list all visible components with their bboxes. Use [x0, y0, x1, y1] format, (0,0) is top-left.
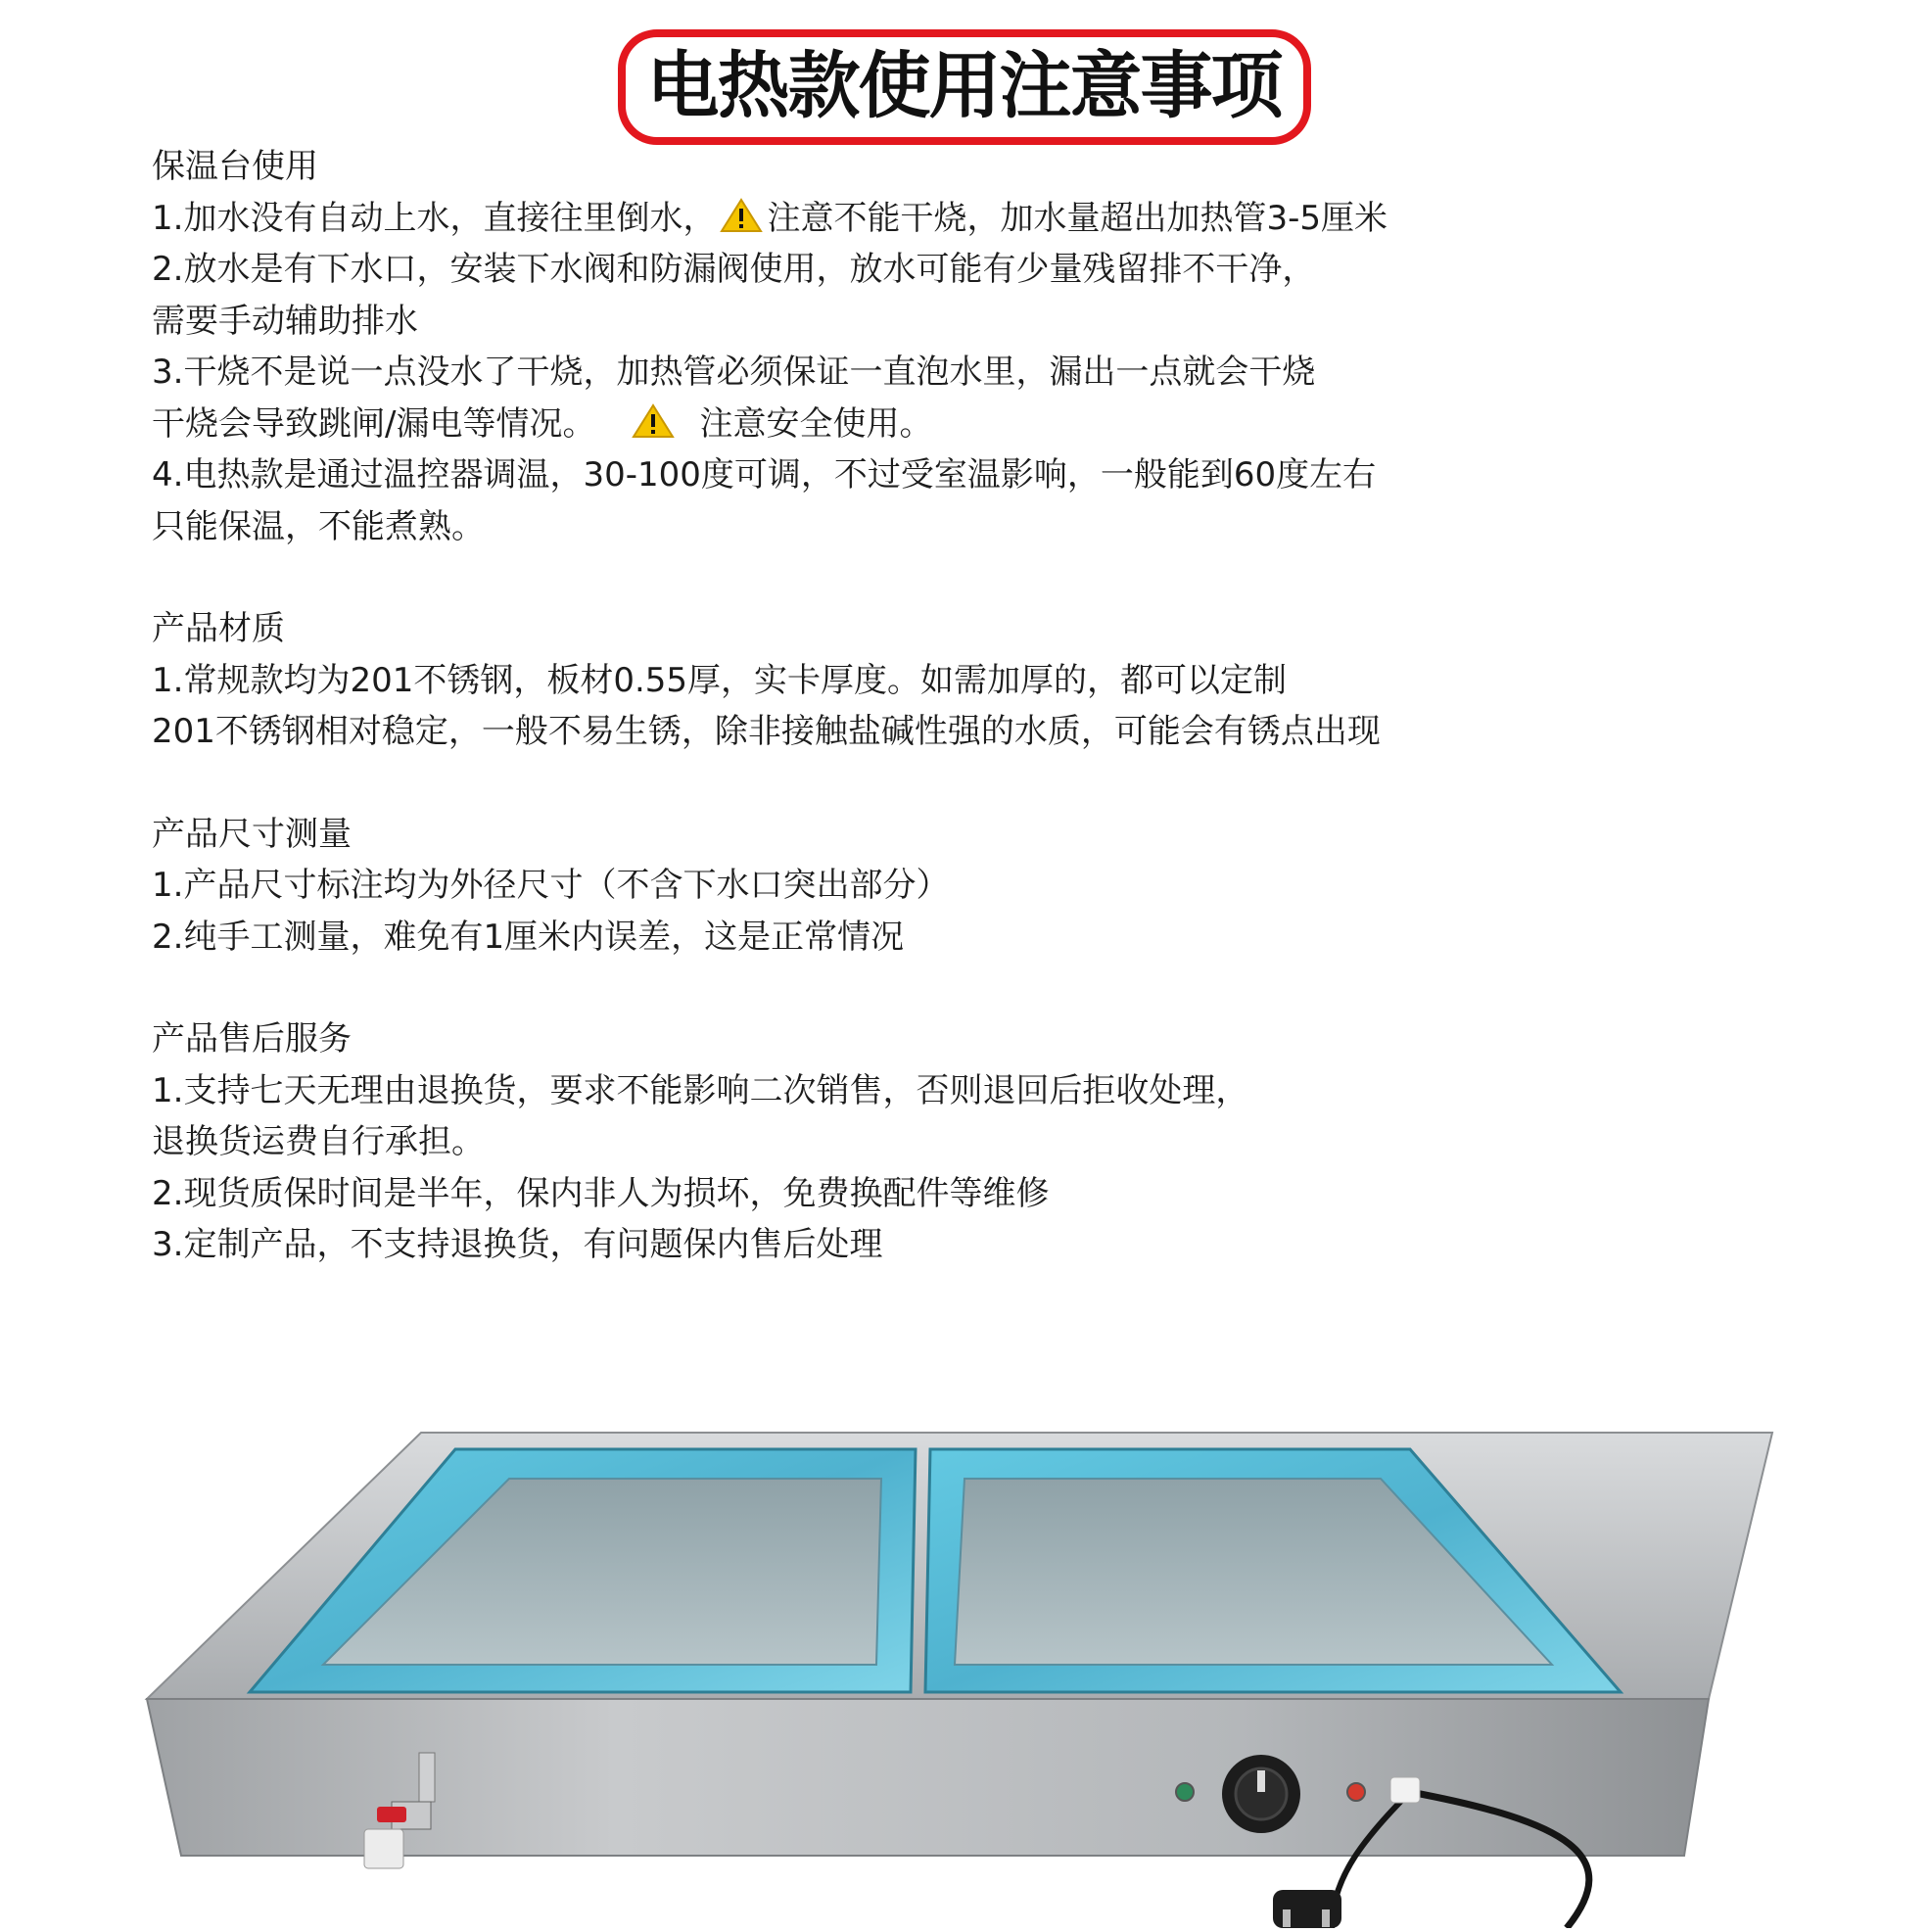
section-heading: 产品材质: [152, 609, 285, 648]
text-line: 1.常规款均为201不锈钢，板材0.55厚，实卡厚度。如需加厚的，都可以定制: [152, 660, 1288, 700]
text-line: [152, 193, 1875, 245]
text-line: 3.定制产品，不支持退换货，有问题保内售后处理: [152, 1225, 883, 1264]
section-material: [152, 603, 1875, 758]
text-line: 4.电热款是通过温控器调温，30-100度可调，不过受室温影响，一般能到60度左右: [152, 455, 1377, 495]
section-after-sales: [152, 1013, 1875, 1271]
text-line: 201不锈钢相对稳定，一般不易生锈，除非接触盐碱性强的水质，可能会有锈点出现: [152, 712, 1381, 751]
section-heading: 产品尺寸测量: [152, 814, 352, 854]
text-segment: 注意安全使用。: [699, 403, 933, 444]
text-segment: 注意不能干烧，加水量超出加热管3-5厘米: [767, 198, 1387, 238]
text-line: 1.产品尺寸标注均为外径尺寸（不含下水口突出部分）: [152, 866, 950, 905]
title-wrap: [0, 29, 1928, 145]
indicator-light-green: [1176, 1783, 1194, 1801]
text-line: 1.支持七天无理由退换货，要求不能影响二次销售，否则退回后拒收处理，: [152, 1070, 1249, 1110]
text-line: 退换货运费自行承担。: [152, 1122, 485, 1161]
text-line: 2.现货质保时间是半年，保内非人为损坏，免费换配件等维修: [152, 1173, 1050, 1213]
indicator-light-red: [1347, 1783, 1365, 1801]
text-segment: 1.加水没有自动上水，直接往里倒水，: [152, 198, 717, 238]
text-line: 需要手动辅助排水: [152, 301, 418, 341]
text-line: 2.纯手工测量，难免有1厘米内误差，这是正常情况: [152, 917, 905, 957]
text-line: 3.干烧不是说一点没水了干烧，加热管必须保证一直泡水里，漏出一点就会干烧: [152, 353, 1316, 392]
product-photo: [0, 1400, 1928, 1928]
warning-icon: [720, 198, 763, 233]
section-heading: 保温台使用: [152, 147, 318, 186]
text-segment: 干烧会导致跳闸/漏电等情况。: [152, 403, 596, 444]
section-size: [152, 809, 1875, 964]
section-heading: 产品售后服务: [152, 1019, 352, 1059]
thermostat-knob-icon: [1222, 1755, 1300, 1833]
content: [152, 141, 1875, 1322]
food-warmer-illustration: [0, 1400, 1928, 1928]
page-title: 电热款使用注意事项: [618, 29, 1311, 145]
text-line: [152, 399, 1875, 450]
text-line: 2.放水是有下水口，安装下水阀和防漏阀使用，放水可能有少量残留排不干净，: [152, 250, 1316, 289]
section-usage: [152, 141, 1875, 552]
warning-icon: [632, 403, 675, 439]
text-line: 只能保温，不能煮熟。: [152, 506, 485, 546]
